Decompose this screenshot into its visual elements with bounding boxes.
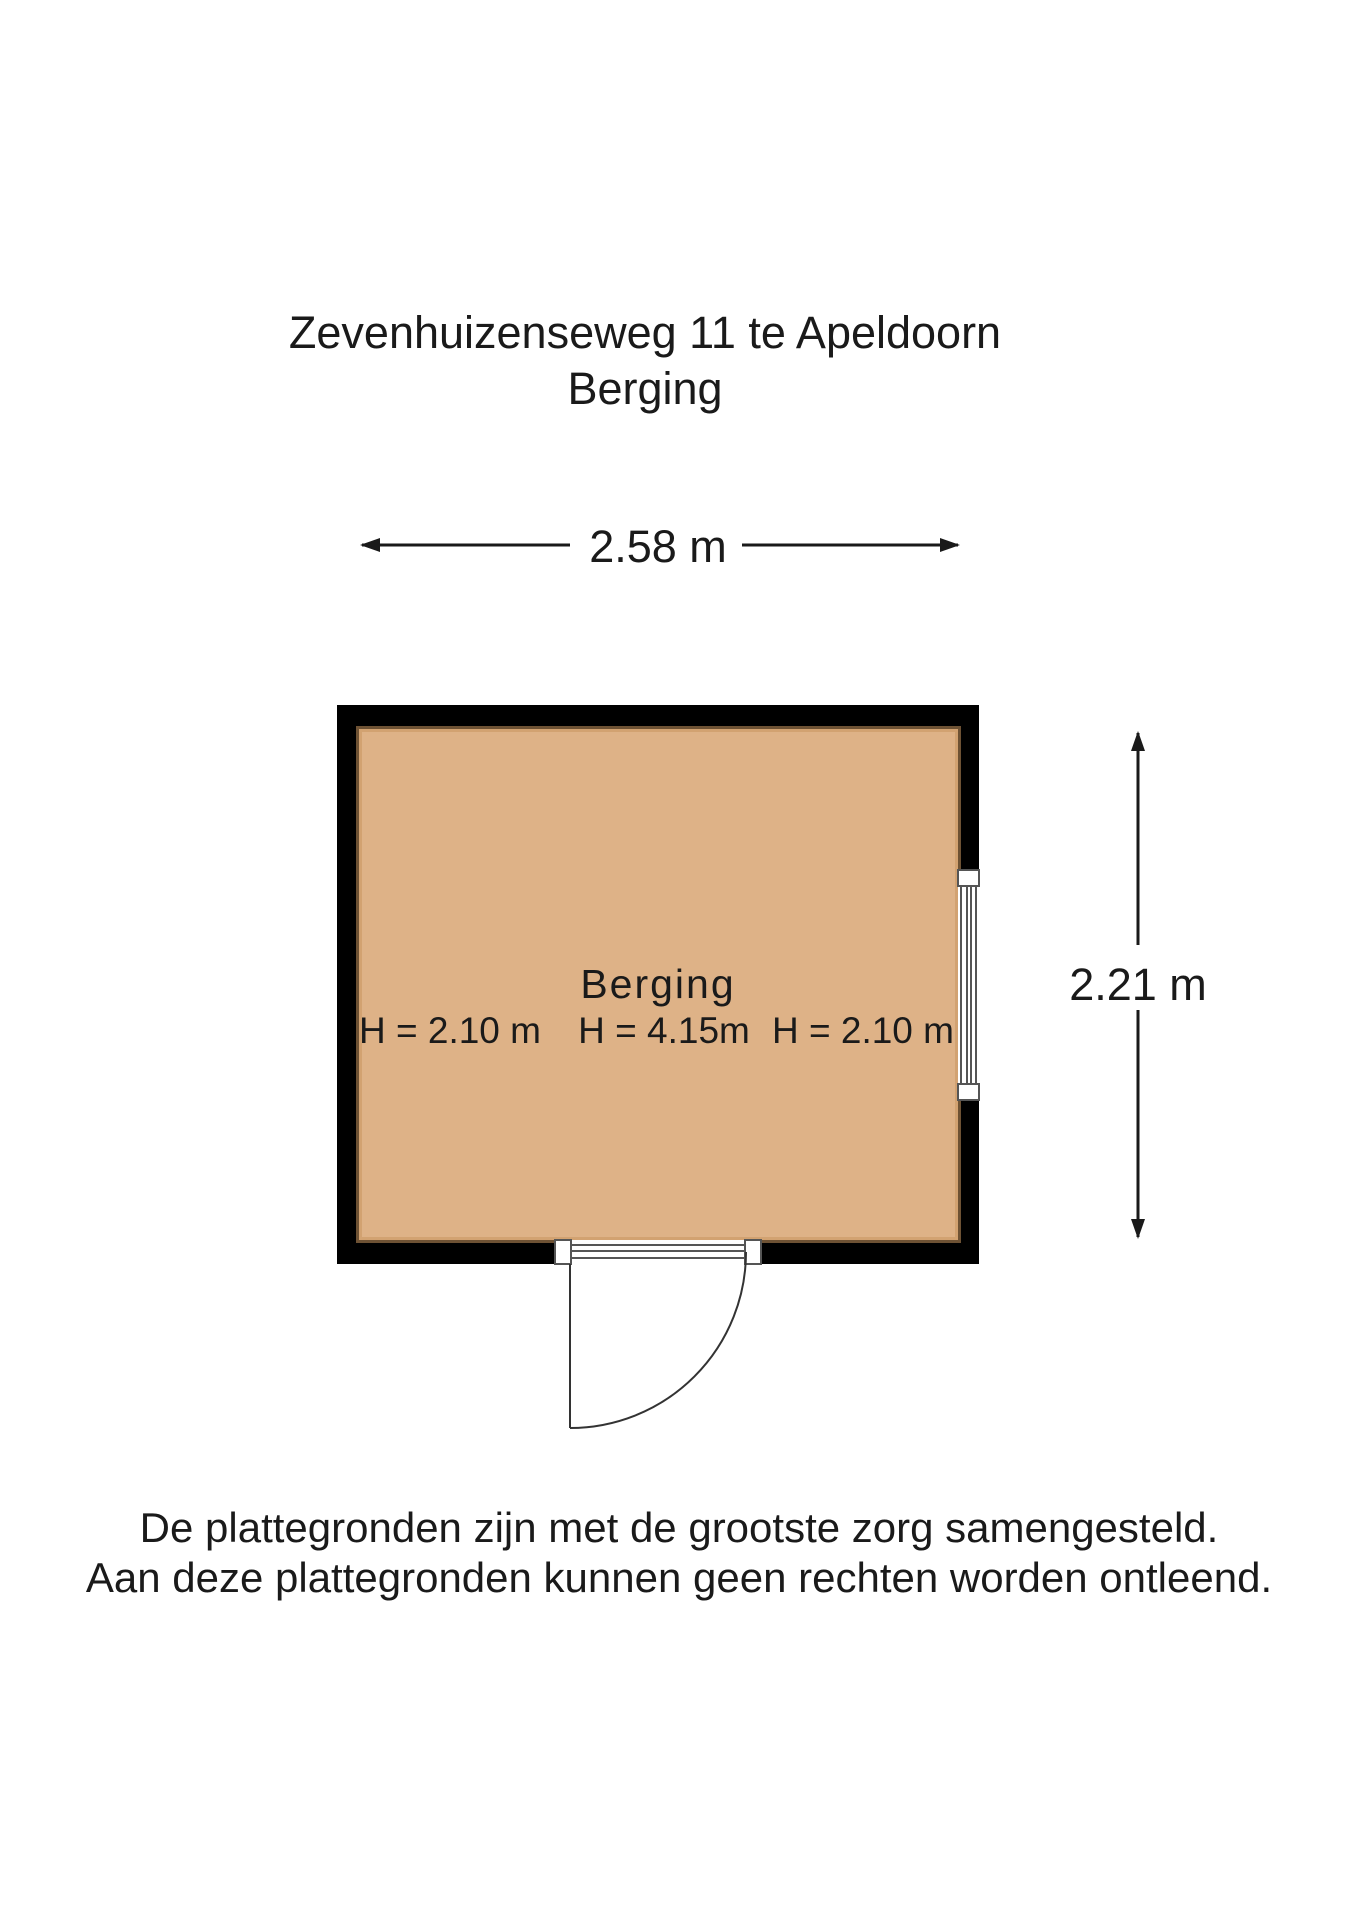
room-height-center: H = 4.15m: [578, 1010, 750, 1051]
depth-dimension: [1069, 733, 1207, 1237]
room-height-left: H = 2.10 m: [358, 1010, 542, 1051]
disclaimer-line-2: Aan deze plattegronden kunnen geen rechten worden ontleend.: [85, 1554, 1273, 1601]
door-bottom: [555, 1240, 761, 1428]
address-title: Zevenhuizenseweg 11 te Apeldoorn: [288, 307, 1002, 358]
floor-title: Berging: [567, 363, 723, 414]
disclaimer-line-1: De plattegronden zijn met de grootste zorg samengesteld.: [139, 1504, 1219, 1551]
room-name: Berging: [580, 961, 736, 1007]
width-dimension: [362, 521, 958, 572]
window-right: [958, 870, 979, 1100]
room-height-right: H = 2.10 m: [771, 1010, 955, 1051]
width-label: 2.58 m: [589, 521, 727, 572]
door-swing: [570, 1252, 746, 1428]
disclaimer: [0, 1503, 1358, 1603]
depth-label: 2.21 m: [1069, 959, 1207, 1010]
